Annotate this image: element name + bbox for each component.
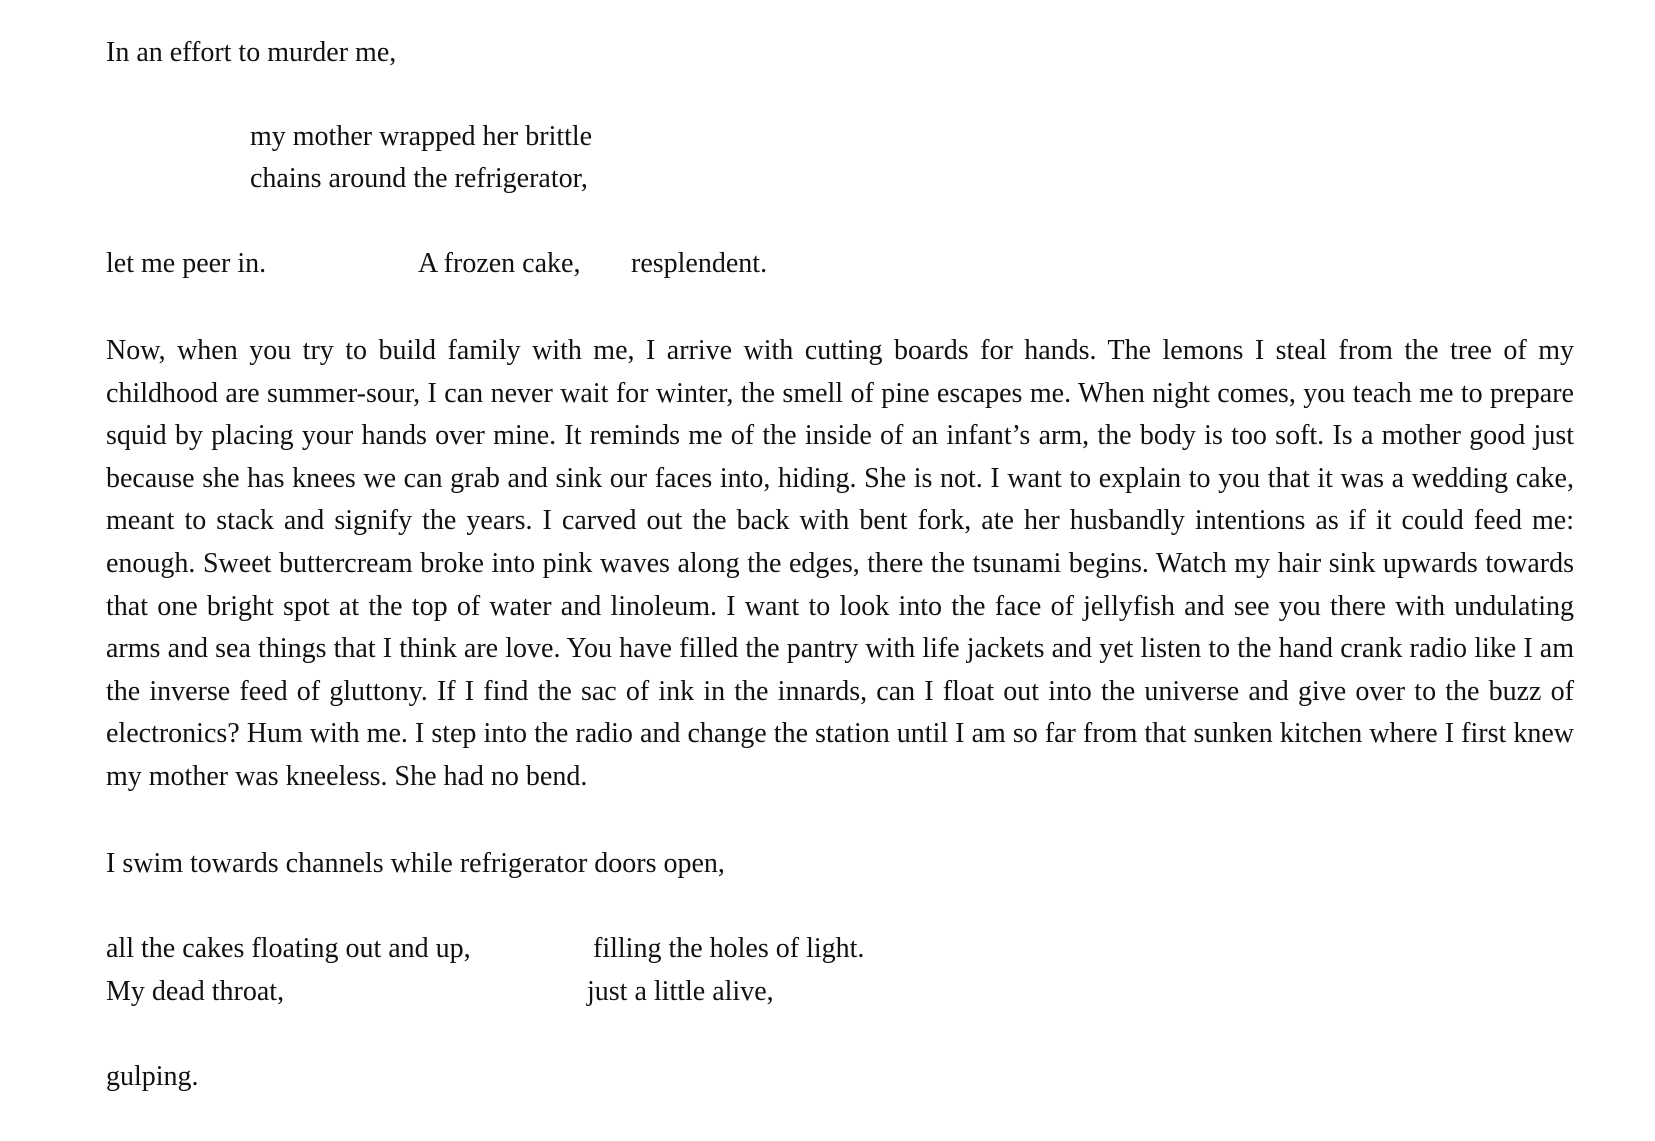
poem-line-resplendent: resplendent. [631,248,768,279]
poem-line-opening: In an effort to murder me, [106,37,397,68]
poem-line-frozen-cake: A frozen cake, [418,248,581,279]
poem-line-little-alive: just a little alive, [587,976,774,1007]
poem-line-mother-wrapped: my mother wrapped her brittle [250,121,593,152]
poem-line-peer-in: let me peer in. [106,248,267,279]
poem-line-cakes-floating: all the cakes floating out and up, [106,933,471,964]
poem-line-holes-of-light: filling the holes of light. [593,933,865,964]
poem-line-gulping: gulping. [106,1061,199,1092]
prose-paragraph: Now, when you try to build family with me, I arrive with cutting boards for hands. The lemons I steal from the tree of my childhood are summer-sour, I can never wait for winter, the smell of pine escapes me. When night comes, you teach me to prepare squid by placing your hands over mine. It reminds me of the inside of an infant’s arm, the body is too soft. Is a mother good just because she has knees we can grab and sink our faces into, hiding. She is not. I want to explain to you that it was a wedding cake, meant to stack and signify the years. I carved out the back with bent fork, ate her husbandly intentions as if it could feed me: enough. Sweet buttercream broke into pink waves along the edges, there the tsunami begins. Watch my hair sink upwards towards that one bright spot at the top of water and linoleum. I want to look into the face of jellyfish and see you there with undulating arms and sea things that I think are love. You have filled the pantry with life jackets and yet listen to the hand crank radio like I am the inverse feed of gluttony. If I find the sac of ink in the innards, can I float out into the universe and give over to the buzz of electronics? Hum with me. I step into the radio and change the station until I am so far from that sunken kitchen where I first knew my mother was kneeless. She had no bend. [106,335,1574,792]
poem-line-chains: chains around the refrigerator, [250,163,588,194]
poem-line-dead-throat: My dead throat, [106,976,285,1007]
poem-line-swim-towards: I swim towards channels while refrigerator doors open, [106,848,725,879]
